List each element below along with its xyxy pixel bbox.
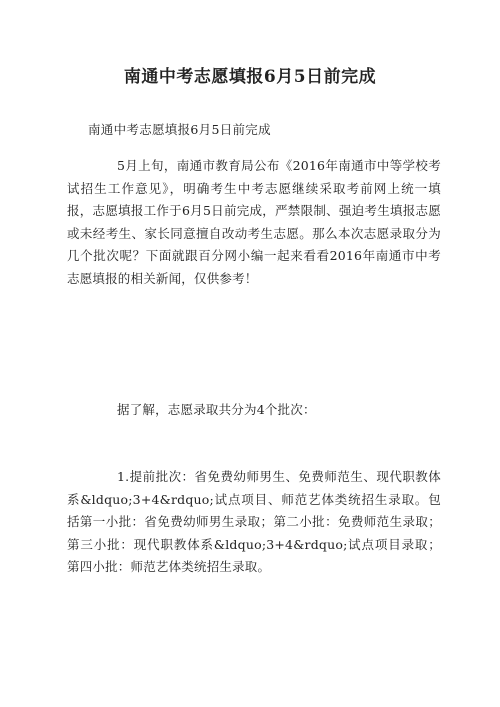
document-subtitle: 南通中考志愿填报6月5日前完成 [88,122,271,137]
batch-item-1-paragraph: 1.提前批次：省免费幼师男生、免费师范生、现代职教体系&ldquo;3+4&rdquo;试点项目、师范艺体类统招生录取。包括第一小批：省免费幼师男生录取；第二小批：免费师范生录取；第三小批：现代职教体系&ldquo;3+4&rdquo;试点项目录取；第四小批：师范艺体类统招生录取。 [67,469,441,574]
document-title: 南通中考志愿填报6月5日前完成 [123,67,377,87]
batches-paragraph: 据了解，志愿录取共分为4个批次： [117,402,316,417]
intro-paragraph: 5月上旬，南通市教育局公布《2016年南通市中等学校考试招生工作意见》，明确考生中考志愿继续采取考前网上统一填报，志愿填报工作于6月5日前完成，严禁限制、强迫考生填报志愿或未经考生、家长同意擅自改动考生志愿。那么本次志愿录取分为几个批次呢？下面就跟百分网小编一起来看看2016年南通市中考志愿填报的相关新闻，仅供参考！ [67,158,441,286]
